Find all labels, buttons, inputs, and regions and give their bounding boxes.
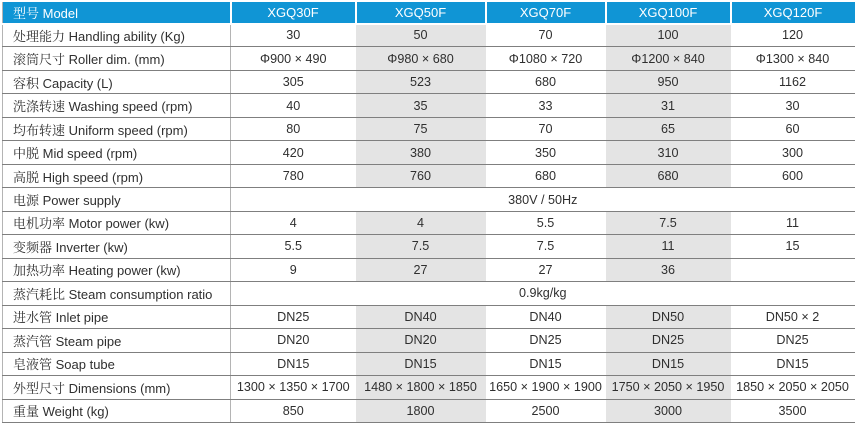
spec-cell: 350: [486, 141, 606, 164]
spec-cell: 35: [356, 94, 486, 117]
table-row-steam-pipe: [3, 329, 855, 352]
table-row-steam-consumption: [3, 282, 855, 305]
table-row-inverter: [3, 235, 855, 258]
row-label: 进水管 Inlet pipe: [3, 305, 231, 328]
table-row-power-supply: [3, 188, 855, 211]
spec-cell: 780: [231, 164, 356, 187]
column-header-xgq100f: XGQ100F: [606, 2, 731, 24]
spec-cell: DN50: [606, 305, 731, 328]
spec-cell: 850: [231, 399, 356, 422]
spec-cell: 310: [606, 141, 731, 164]
spec-cell: 100: [606, 24, 731, 47]
row-label: 高脱 High speed (rpm): [3, 164, 231, 187]
spec-cell: Φ980 × 680: [356, 47, 486, 70]
table-row-weight: [3, 399, 855, 422]
spec-cell: Φ900 × 490: [231, 47, 356, 70]
spec-cell: 4: [356, 211, 486, 234]
spec-cell: DN20: [231, 329, 356, 352]
row-label: 滚筒尺寸 Roller dim. (mm): [3, 47, 231, 70]
table-row-handling-ability: [3, 24, 855, 47]
spec-cell: DN25: [486, 329, 606, 352]
table-row-heating-power: [3, 258, 855, 281]
spec-cell: 65: [606, 117, 731, 140]
spec-cell: 1800: [356, 399, 486, 422]
spec-cell: Φ1300 × 840: [731, 47, 855, 70]
column-header-xgq120f: XGQ120F: [731, 2, 855, 24]
spec-cell: DN50 × 2: [731, 305, 855, 328]
spec-cell: 120: [731, 24, 855, 47]
spec-cell: 27: [356, 258, 486, 281]
spec-cell: DN40: [356, 305, 486, 328]
row-label: 加热功率 Heating power (kw): [3, 258, 231, 281]
spec-cell: 523: [356, 70, 486, 93]
spec-cell: 760: [356, 164, 486, 187]
spec-cell: DN15: [606, 352, 731, 375]
spec-cell: 70: [486, 117, 606, 140]
spec-cell: 950: [606, 70, 731, 93]
spec-cell: 70: [486, 24, 606, 47]
table-row-capacity: [3, 70, 855, 93]
spec-cell: DN15: [486, 352, 606, 375]
header-row: [3, 2, 855, 24]
spec-cell: 31: [606, 94, 731, 117]
spec-cell: 30: [231, 24, 356, 47]
spec-cell: 600: [731, 164, 855, 187]
spec-table: [2, 2, 855, 423]
spec-cell: 27: [486, 258, 606, 281]
row-label: 重量 Weight (kg): [3, 399, 231, 422]
table-body: [3, 24, 855, 423]
spec-cell: 1650 × 1900 × 1900: [486, 376, 606, 399]
table-row-roller-dim: [3, 47, 855, 70]
spec-cell: 75: [356, 117, 486, 140]
spec-cell: 380: [356, 141, 486, 164]
spec-cell: 300: [731, 141, 855, 164]
spec-cell: Φ1080 × 720: [486, 47, 606, 70]
row-label: 蒸汽耗比 Steam consumption ratio: [3, 282, 231, 305]
spec-cell: 680: [606, 164, 731, 187]
table-row-motor-power: [3, 211, 855, 234]
spec-cell: 40: [231, 94, 356, 117]
spec-cell: 30: [731, 94, 855, 117]
column-header-xgq30f: XGQ30F: [231, 2, 356, 24]
spec-cell: 7.5: [486, 235, 606, 258]
spec-cell: 680: [486, 70, 606, 93]
spec-cell: 33: [486, 94, 606, 117]
row-label: 处理能力 Handling ability (Kg): [3, 24, 231, 47]
row-label: 皂液管 Soap tube: [3, 352, 231, 375]
row-label: 洗涤转速 Washing speed (rpm): [3, 94, 231, 117]
spec-cell: DN25: [231, 305, 356, 328]
table-row-mid-speed: [3, 141, 855, 164]
spec-cell: 60: [731, 117, 855, 140]
spec-cell: 80: [231, 117, 356, 140]
spec-cell: DN25: [731, 329, 855, 352]
row-label: 蒸汽管 Steam pipe: [3, 329, 231, 352]
spec-cell: 15: [731, 235, 855, 258]
spec-cell: 11: [731, 211, 855, 234]
table-header: [3, 2, 855, 24]
spec-cell: 420: [231, 141, 356, 164]
spec-cell: 9: [231, 258, 356, 281]
spec-cell: 7.5: [356, 235, 486, 258]
spec-cell: 7.5: [606, 211, 731, 234]
spec-cell: DN40: [486, 305, 606, 328]
spec-cell-merged: 380V / 50Hz: [231, 188, 855, 211]
row-label: 电源 Power supply: [3, 188, 231, 211]
spec-cell: DN15: [231, 352, 356, 375]
column-header-xgq50f: XGQ50F: [356, 2, 486, 24]
spec-cell: 305: [231, 70, 356, 93]
table-row-washing-speed: [3, 94, 855, 117]
row-label: 中脱 Mid speed (rpm): [3, 141, 231, 164]
row-label: 电机功率 Motor power (kw): [3, 211, 231, 234]
spec-cell: Φ1200 × 840: [606, 47, 731, 70]
spec-cell: 3500: [731, 399, 855, 422]
spec-cell: 5.5: [231, 235, 356, 258]
spec-cell: [731, 258, 855, 281]
spec-cell: 1162: [731, 70, 855, 93]
spec-cell: DN25: [606, 329, 731, 352]
spec-cell: 2500: [486, 399, 606, 422]
spec-cell: 1850 × 2050 × 2050: [731, 376, 855, 399]
spec-cell: 680: [486, 164, 606, 187]
table-row-soap-tube: [3, 352, 855, 375]
row-label: 变频器 Inverter (kw): [3, 235, 231, 258]
spec-cell: 1750 × 2050 × 1950: [606, 376, 731, 399]
row-label: 均布转速 Uniform speed (rpm): [3, 117, 231, 140]
spec-cell: DN15: [356, 352, 486, 375]
spec-cell: 11: [606, 235, 731, 258]
spec-cell: DN15: [731, 352, 855, 375]
header-model-label: 型号 Model: [3, 2, 231, 24]
row-label: 外型尺寸 Dimensions (mm): [3, 376, 231, 399]
spec-cell: 1480 × 1800 × 1850: [356, 376, 486, 399]
spec-cell: 5.5: [486, 211, 606, 234]
spec-cell: 36: [606, 258, 731, 281]
spec-cell: DN20: [356, 329, 486, 352]
row-label: 容积 Capacity (L): [3, 70, 231, 93]
spec-cell: 3000: [606, 399, 731, 422]
table-row-high-speed: [3, 164, 855, 187]
table-row-dimensions: [3, 376, 855, 399]
spec-cell: 50: [356, 24, 486, 47]
table-row-uniform-speed: [3, 117, 855, 140]
spec-cell: 1300 × 1350 × 1700: [231, 376, 356, 399]
column-header-xgq70f: XGQ70F: [486, 2, 606, 24]
spec-cell: 4: [231, 211, 356, 234]
spec-cell-merged: 0.9kg/kg: [231, 282, 855, 305]
table-row-inlet-pipe: [3, 305, 855, 328]
